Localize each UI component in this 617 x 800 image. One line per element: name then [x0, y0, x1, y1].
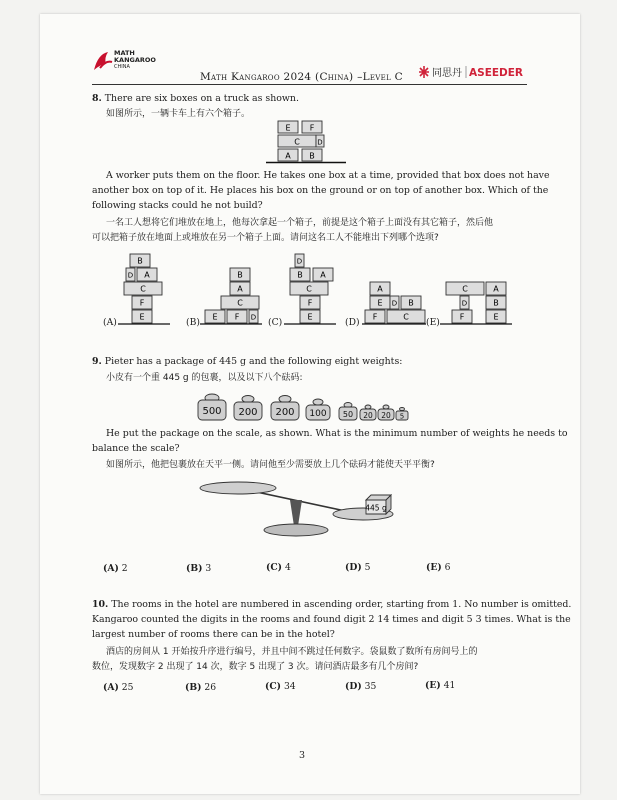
q8-en-p2-1: A worker puts them on the floor. He takes one box at a time, provided that box does not have	[106, 170, 550, 181]
q8-zh-p2-2: 可以把箱子放在地面上或堆放在另一个箱子上面。请问这名工人不能堆出下列哪个选项?	[92, 233, 439, 243]
weight-5: 5	[399, 412, 405, 421]
c-box-3: A	[320, 270, 326, 280]
a-box-2: D	[127, 271, 134, 280]
q9-weights-figure	[194, 390, 414, 424]
page-header-title: Math Kangaroo 2024 (China) –Level C	[200, 71, 403, 83]
b-box-5: F	[234, 312, 240, 322]
aseeder-logo	[418, 64, 528, 80]
b-box-2: A	[237, 284, 243, 294]
weight-200-b: 200	[275, 407, 295, 418]
q8-en-line1: There are six boxes on a truck as shown.	[104, 93, 299, 104]
q8-zh-p2-1: 一名工人想将它们堆放在地上，他每次拿起一个箱子，前提是这个箱子上面没有其它箱子，然后他	[106, 218, 494, 228]
weight-20-a: 20	[363, 411, 373, 420]
q8-option-d[interactable]: (D)	[345, 317, 360, 328]
q8-option-e[interactable]: (E)	[426, 317, 440, 328]
b-box-1: B	[237, 270, 243, 280]
q10-en-3: largest number of rooms there can be in the hotel?	[92, 629, 335, 640]
b-box-4: E	[212, 312, 218, 322]
truck-box-b: B	[309, 151, 315, 161]
c-box-2: B	[297, 270, 303, 280]
q9-option-e[interactable]	[426, 562, 450, 573]
aseeder-zh: 同思丹	[432, 68, 462, 79]
c-box-6: E	[307, 312, 313, 322]
q10-option-b[interactable]	[185, 682, 216, 693]
e-box-2: A	[493, 284, 499, 294]
c-box-4: C	[306, 284, 312, 294]
q10-en-2: Kangaroo counted the digits in the rooms and found digit 2 14 times and digit 5 3 times. What is the	[92, 614, 571, 625]
truck-box-e: E	[285, 123, 291, 133]
q9-option-d[interactable]	[345, 562, 370, 573]
e-box-4: B	[493, 298, 499, 308]
truck-box-c: C	[294, 137, 300, 147]
q10-option-a[interactable]	[103, 682, 133, 693]
q8-en-p2-2: another box on top of it. He places his box on the ground or on top of another box. Which of the	[92, 185, 549, 196]
logo-text-1: MATH	[114, 49, 135, 57]
d-box-3: D	[391, 299, 398, 308]
weight-500: 500	[202, 406, 222, 417]
q9-option-d-label: (D)	[345, 562, 362, 573]
q10-option-d[interactable]	[345, 681, 376, 692]
q10-line1	[92, 598, 571, 612]
q8-zh-line1: 如图所示，一辆卡车上有六个箱子。	[106, 109, 251, 119]
q8-number: 8.	[92, 93, 102, 104]
q10-option-b-label: (B)	[185, 682, 202, 693]
q10-option-e[interactable]	[425, 680, 455, 691]
weight-200-a: 200	[238, 407, 258, 418]
q10-option-d-label: (D)	[345, 681, 362, 692]
a-box-6: E	[139, 312, 145, 322]
a-box-3: A	[144, 270, 150, 280]
q10-option-d-value: 35	[364, 681, 377, 692]
c-box-1: D	[296, 257, 303, 266]
q8-option-b[interactable]: (B)	[186, 317, 200, 328]
q9-option-b-label: (B)	[186, 563, 203, 574]
d-box-6: C	[403, 312, 409, 322]
q8-option-c[interactable]: (C)	[268, 317, 283, 328]
q9-en-line1: Pieter has a package of 445 g and the following eight weights:	[104, 356, 403, 367]
q10-zh-2: 数位，发现数字 2 出现了 14 次，数字 5 出现了 3 次。请问酒店最多有几个房间?	[92, 662, 419, 672]
q9-option-a[interactable]	[103, 563, 128, 574]
header-rule	[92, 84, 527, 85]
truck-box-d: D	[317, 138, 323, 147]
q9-option-b-value: 3	[205, 563, 212, 574]
weight-20-b: 20	[381, 411, 391, 420]
e-box-1: C	[462, 284, 468, 294]
q9-option-c-value: 4	[284, 562, 291, 573]
q8-option-a[interactable]: (A)	[103, 317, 117, 328]
d-box-1: A	[377, 284, 383, 294]
logo-text-2: KANGAROO	[114, 56, 156, 64]
q10-en-1: The rooms in the hotel are numbered in ascending order, starting from 1. No number is omitted.	[111, 599, 572, 610]
a-box-5: F	[139, 298, 145, 308]
b-box-6: D	[250, 313, 257, 322]
truck-box-a: A	[285, 151, 291, 161]
q10-option-a-value: 25	[121, 682, 134, 693]
q9-option-b[interactable]	[186, 563, 211, 574]
q10-option-e-value: 41	[443, 680, 456, 691]
e-box-3: D	[461, 299, 468, 308]
q10-number: 10.	[92, 599, 109, 610]
e-box-5: F	[459, 312, 465, 322]
a-box-1: B	[137, 256, 143, 266]
d-box-5: F	[372, 312, 378, 322]
q10-option-c-label: (C)	[265, 681, 282, 692]
math-kangaroo-logo	[92, 44, 158, 74]
q8-en-p2-3: following stacks could he not build?	[92, 200, 263, 211]
logo-text-3: CHINA	[114, 64, 130, 70]
q9-option-e-value: 6	[444, 562, 451, 573]
q8-line1	[92, 92, 299, 106]
q10-option-c-value: 34	[283, 681, 296, 692]
q9-option-a-label: (A)	[103, 563, 119, 574]
truck-box-f: F	[309, 123, 315, 133]
q9-en-p2-2: balance the scale?	[92, 443, 180, 454]
q9-option-a-value: 2	[121, 563, 128, 574]
q10-option-b-value: 26	[204, 682, 217, 693]
q9-balance-figure	[198, 478, 398, 540]
q9-option-e-label: (E)	[426, 562, 442, 573]
package-label: 445 g	[365, 503, 387, 513]
b-box-3: C	[237, 298, 243, 308]
q9-option-d-value: 5	[364, 562, 371, 573]
q10-option-e-label: (E)	[425, 680, 441, 691]
q10-option-c[interactable]	[265, 681, 296, 692]
q9-en-p2-1: He put the package on the scale, as shown. What is the minimum number of weights he needs to	[106, 428, 568, 439]
d-box-2: E	[377, 298, 383, 308]
weight-100: 100	[309, 409, 327, 419]
c-box-5: F	[307, 298, 313, 308]
q9-line1	[92, 355, 402, 369]
q8-truck-figure	[266, 119, 346, 165]
e-box-6: E	[493, 312, 499, 322]
q9-zh-p2: 如图所示，他把包裹放在天平一侧。请问他至少需要放上几个砝码才能使天平平衡?	[106, 460, 435, 470]
page-number: 3	[299, 750, 306, 761]
q9-option-c-label: (C)	[266, 562, 283, 573]
d-box-4: B	[408, 298, 414, 308]
q10-zh-1: 酒店的房间从 1 开始按升序进行编号，并且中间不跳过任何数字。袋鼠数了数所有房间号上的	[106, 647, 478, 657]
q9-number: 9.	[92, 356, 102, 367]
a-box-4: C	[140, 284, 146, 294]
aseeder-text: ASEEDER	[469, 67, 524, 79]
q9-option-c[interactable]	[266, 562, 291, 573]
q9-zh-line1: 小皮有一个重 445 g 的包裹，以及以下八个砝码:	[106, 373, 303, 383]
weight-50: 50	[342, 410, 354, 419]
q10-option-a-label: (A)	[103, 682, 119, 693]
q8-options-figure	[100, 250, 530, 332]
